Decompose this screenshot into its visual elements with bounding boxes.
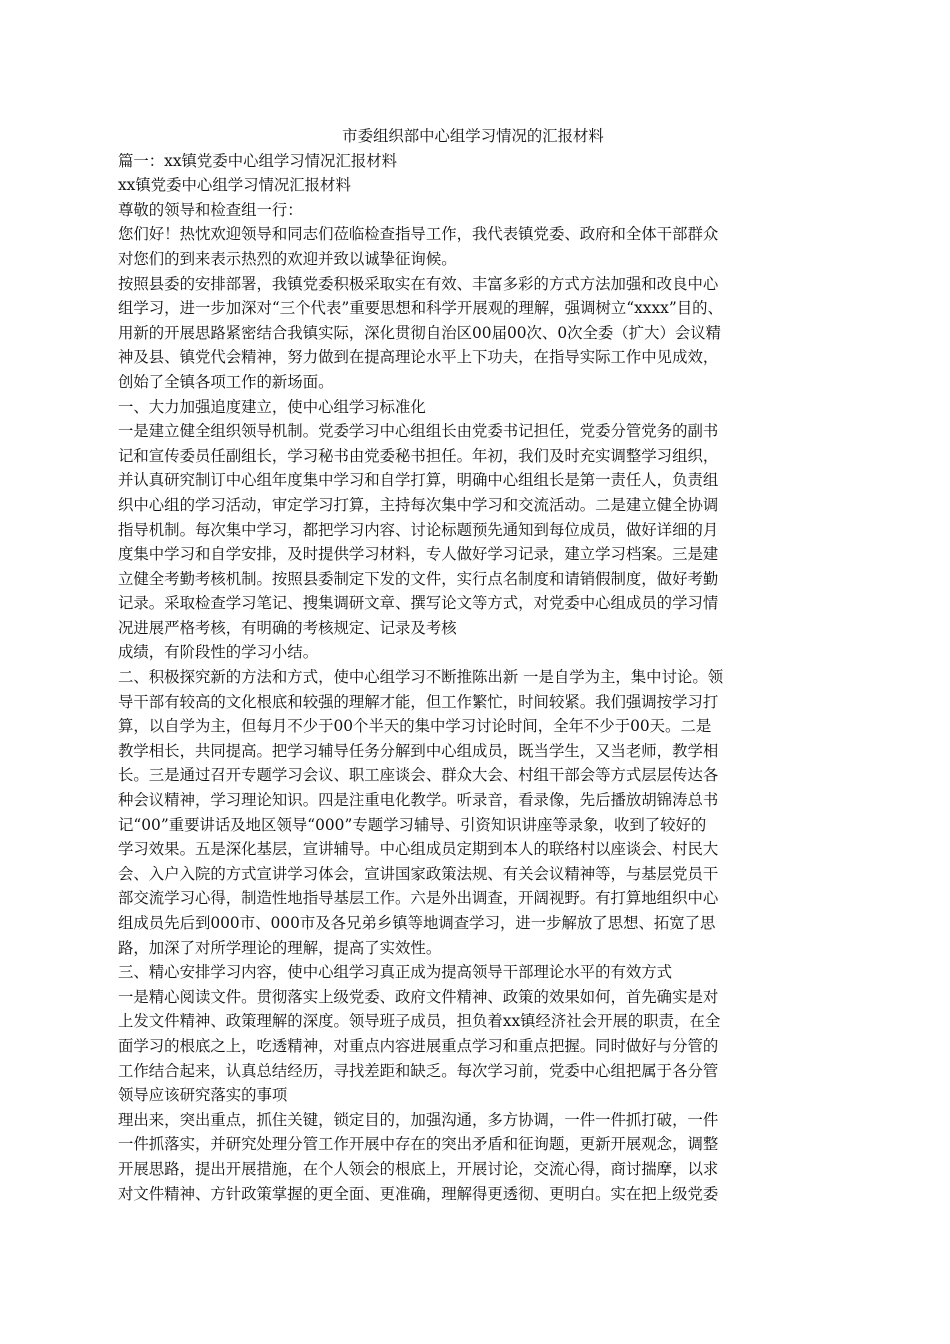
text-line: 理出来，突出重点，抓住关键，锁定目的，加强沟通，多方协调，一件一件抓打破，一件 — [118, 1110, 719, 1129]
text-line: 二、积极探究新的方法和方式，使中心组学习不断推陈出新 一是自学为主，集中讨论。领 — [118, 668, 724, 687]
text-line: 种会议精神，学习理论知识。四是注重电化教学。听录音，看录像，先后播放胡锦涛总书 — [118, 791, 719, 810]
text-line: 记和宣传委员任副组长，学习秘书由党委秘书担任。年初，我们及时充实调整学习组织， — [118, 446, 719, 465]
text-line: 您们好！热忱欢迎领导和同志们莅临检查指导工作，我代表镇党委、政府和全体干部群众 — [118, 225, 719, 244]
text-line: 会、入户入院的方式宣讲学习体会，宣讲国家政策法规、有关会议精神等，与基层党员干 — [118, 864, 719, 883]
text-line: 用新的开展思路紧密结合我镇实际，深化贯彻自治区00届00次、0次全委（扩大）会议精 — [118, 323, 722, 342]
text-line: 神及县、镇党代会精神，努力做到在提高理论水平上下功夫，在指导实际工作中见成效， — [118, 348, 719, 367]
text-line: 一件抓落实，并研究处理分管工作开展中存在的突出矛盾和征询题，更新开展观念，调整 — [118, 1135, 719, 1154]
text-line: 一、大力加强追度建立，使中心组学习标准化 — [118, 397, 426, 416]
text-line: 对文件精神、方针政策掌握的更全面、更准确，理解得更透彻、更明白。实在把上级党委 — [118, 1184, 719, 1203]
text-line: 对您们的到来表示热烈的欢迎并致以诚挚征询候。 — [118, 249, 457, 268]
text-line: 组成员先后到000市、000市及各兄弟乡镇等地调查学习，进一步解放了思想、拓宽了思 — [118, 914, 716, 932]
text-line: 一是精心阅读文件。贯彻落实上级党委、政府文件精神、政策的效果如何，首先确实是对 — [118, 987, 719, 1006]
text-line: 成绩，有阶段性的学习小结。 — [118, 643, 319, 662]
text-line: 开展思路，提出开展措施，在个人领会的根底上，开展讨论，交流心得，商讨揣摩，以求 — [118, 1159, 719, 1178]
document-title: 市委组织部中心组学习情况的汇报材料 — [342, 127, 604, 145]
document-page — [118, 124, 814, 1206]
text-line: 立健全考勤考核机制。按照县委制定下发的文件，实行点名制度和请销假制度，做好考勤 — [118, 569, 719, 588]
text-line: 指导机制。每次集中学习，都把学习内容、讨论标题预先通知到每位成员，做好详细的月 — [118, 520, 719, 539]
text-line: 教学相长，共同提高。把学习辅导任务分解到中心组成员，既当学生，又当老师，教学相 — [118, 741, 719, 760]
text-line: 长。三是通过召开专题学习会议、职工座谈会、群众大会、村组干部会等方式层层传达各 — [118, 766, 719, 785]
text-line: xx镇党委中心组学习情况汇报材料 — [118, 176, 351, 195]
document-body — [118, 149, 814, 1207]
text-line: 路，加深了对所学理论的理解，提高了实效性。 — [118, 938, 442, 957]
text-line: 尊敬的领导和检查组一行： — [118, 200, 303, 219]
text-line: 度集中学习和自学安排，及时提供学习材料，专人做好学习记录，建立学习档案。三是建 — [118, 545, 719, 564]
text-line: 算，以自学为主，但每月不少于00个半天的集中学习讨论时间，全年不少于00天。二是 — [118, 717, 712, 736]
text-line: 一是建立健全组织领导机制。党委学习中心组组长由党委书记担任，党委分管党务的副书 — [118, 422, 719, 441]
text-line: 工作结合起来，认真总结经历，寻找差距和缺乏。每次学习前，党委中心组把属于各分管 — [118, 1061, 719, 1080]
text-line: 部交流学习心得，制造性地指导基层工作。六是外出调查，开阔视野。有打算地组织中心 — [118, 889, 719, 908]
text-line: 上发文件精神、政策理解的深度。领导班子成员，担负着xx镇经济社会开展的职责，在全 — [118, 1012, 721, 1031]
text-line: 组学习，进一步加深对“三个代表”重要思想和科学开展观的理解，强调树立“xxxx”目的、 — [118, 299, 723, 318]
text-line: 况进展严格考核，有明确的考核规定、记录及考核 — [118, 618, 457, 637]
text-line: 并认真研究制订中心组年度集中学习和自学打算，明确中心组组长是第一责任人，负责组 — [118, 471, 719, 490]
text-line: 面学习的根底之上，吃透精神，对重点内容进展重点学习和重点把握。同时做好与分管的 — [118, 1036, 719, 1055]
text-line: 三、精心安排学习内容，使中心组学习真正成为提高领导干部理论水平的有效方式 — [118, 963, 673, 982]
text-line: 记录。采取检查学习笔记、搜集调研文章、撰写论文等方式，对党委中心组成员的学习情 — [118, 594, 719, 613]
text-line: 导干部有较高的文化根底和较强的理解才能，但工作繁忙，时间较紧。我们强调按学习打 — [118, 692, 719, 711]
text-line: 创始了全镇各项工作的新场面。 — [118, 372, 334, 391]
text-line: 学习效果。五是深化基层，宣讲辅导。中心组成员定期到本人的联络村以座谈会、村民大 — [118, 840, 719, 859]
text-line: 记“00”重要讲话及地区领导“000”专题学习辅导、引资知识讲座等录象，收到了较好的 — [118, 815, 707, 834]
text-line: 织中心组的学习活动，审定学习打算，主持每次集中学习和交流活动。二是建立健全协调 — [118, 495, 719, 514]
text-line: 篇一：xx镇党委中心组学习情况汇报材料 — [118, 151, 398, 170]
text-line: 按照县委的安排部署，我镇党委积极采取实在有效、丰富多彩的方式方法加强和改良中心 — [118, 274, 719, 293]
text-line: 领导应该研究落实的事项 — [118, 1086, 288, 1105]
